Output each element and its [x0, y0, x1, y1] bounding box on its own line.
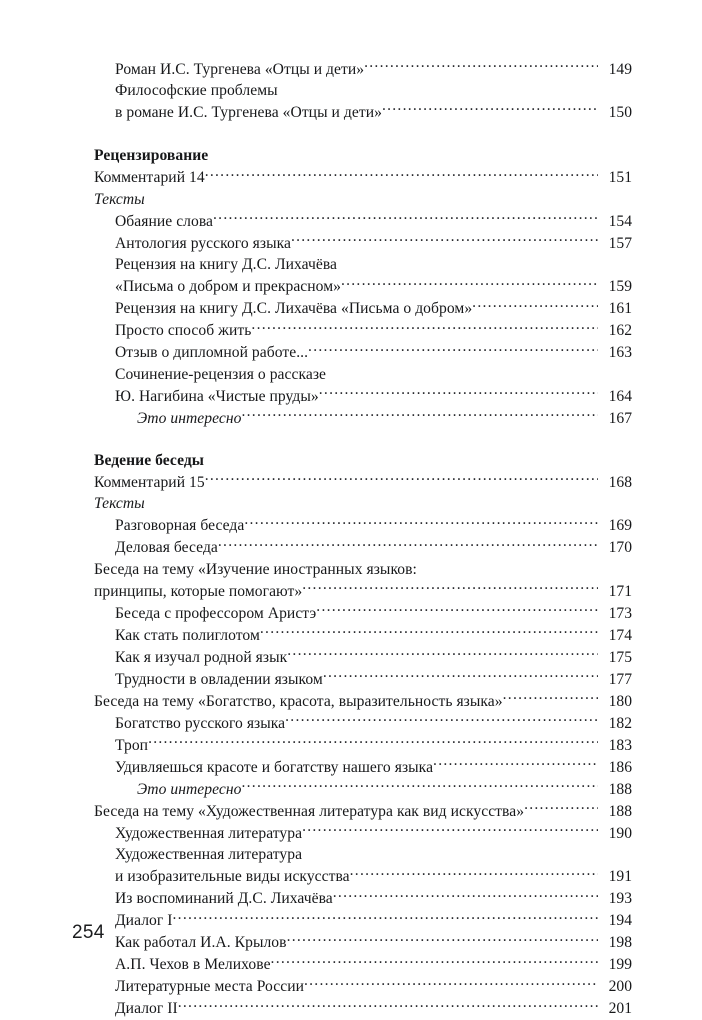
toc-entry-title: Беседа с профессором Аристэ	[115, 604, 317, 622]
toc-entry-page-number: 188	[608, 780, 632, 798]
toc-entry-page-number: 171	[608, 582, 632, 600]
toc-entry-title: Философские проблемы	[115, 82, 278, 99]
toc-entry[interactable]	[115, 998, 632, 1020]
toc-entry-page-number: 154	[608, 212, 632, 230]
toc-entry-title: А.П. Чехов в Мелихове	[115, 956, 271, 974]
toc-entry-page-number: 201	[608, 1000, 632, 1018]
toc-entry-title: Беседа на тему «Изучение иностранных языков:	[94, 560, 417, 578]
toc-entry-page-number: 198	[608, 934, 632, 952]
dot-leader	[244, 515, 598, 531]
toc-entry-title: Как работал И.А. Крылов	[115, 934, 287, 952]
toc-entry-page-number: 167	[608, 409, 632, 427]
toc-entry-page-number: 182	[608, 714, 632, 732]
toc-entry-title: Антология русского языка	[115, 234, 291, 252]
toc-entry-page-number: 191	[608, 868, 632, 886]
dot-leader	[291, 232, 598, 248]
toc-entry-title: Отзыв о дипломной работе...	[115, 344, 309, 362]
toc-entry[interactable]	[94, 167, 632, 189]
toc-entry-title: Ведение беседы	[94, 452, 205, 470]
dot-leader	[218, 537, 598, 553]
toc-entry[interactable]	[94, 800, 632, 822]
toc-entry-title: Богатство русского языка	[115, 714, 286, 732]
toc-entry[interactable]	[137, 407, 632, 429]
toc-entry-page-number: 188	[608, 802, 632, 820]
toc-entry-continuation	[94, 559, 632, 580]
table-of-contents	[94, 58, 632, 1020]
toc-entry-title: Обаяние слова	[115, 212, 214, 230]
page-folio-number: 254	[72, 922, 105, 943]
toc-entry-title: Троп	[115, 736, 149, 754]
dot-leader	[285, 712, 598, 728]
toc-entry-title: Ю. Нагибина «Чистые пруды»	[115, 387, 319, 405]
toc-entry-title: Тексты	[94, 190, 145, 208]
toc-entry-title: принципы, которые помогают»	[94, 582, 303, 600]
toc-entry-title: Беседа на тему «Богатство, красота, выразительность языка»	[94, 692, 503, 710]
toc-group	[94, 58, 632, 123]
toc-entry-continuation	[115, 844, 632, 865]
toc-entry-continuation	[115, 364, 632, 385]
toc-entry-continuation	[115, 254, 632, 275]
dot-leader	[364, 58, 598, 74]
toc-entry-page-number: 173	[608, 604, 632, 622]
dot-leader	[472, 298, 598, 314]
dot-leader	[148, 734, 598, 750]
toc-entry-page-number: 170	[608, 539, 632, 557]
toc-entry[interactable]	[115, 954, 632, 976]
dot-leader	[341, 276, 598, 292]
dot-leader	[323, 668, 598, 684]
toc-entry-title: Комментарий 14	[94, 169, 205, 187]
toc-entry-page-number: 200	[608, 978, 632, 996]
dot-leader	[287, 646, 598, 662]
toc-entry-title: Литературные места России	[115, 978, 304, 996]
toc-entry[interactable]	[115, 734, 632, 756]
toc-entry-page-number: 151	[608, 169, 632, 187]
toc-entry-page-number: 174	[608, 626, 632, 644]
dot-leader	[205, 471, 598, 487]
dot-leader	[242, 778, 599, 794]
toc-entry[interactable]	[115, 232, 632, 254]
dot-leader	[271, 954, 598, 970]
toc-entry-title: Рецензирование	[94, 147, 209, 165]
toc-entry[interactable]	[115, 668, 632, 690]
toc-entry[interactable]	[115, 822, 632, 844]
toc-entry-title: «Письма о добром и прекрасном»	[115, 278, 341, 296]
toc-entry-title: Просто способ жить	[115, 322, 252, 340]
dot-leader	[350, 866, 598, 882]
toc-entry-title: Деловая беседа	[115, 539, 218, 557]
toc-entry-title: Как я изучал родной язык	[115, 648, 288, 666]
toc-entry[interactable]	[115, 866, 632, 888]
toc-entry[interactable]	[115, 276, 632, 298]
dot-leader	[287, 932, 598, 948]
toc-entry-title: Диалог II	[115, 1000, 178, 1018]
dot-leader	[433, 756, 598, 772]
toc-entry-page-number: 193	[608, 890, 632, 908]
toc-entry[interactable]	[115, 888, 632, 910]
toc-entry[interactable]	[115, 756, 632, 778]
toc-entry-page-number: 161	[608, 300, 632, 318]
toc-entry-page-number: 199	[608, 956, 632, 974]
toc-entry-title: Это интересно	[137, 409, 242, 427]
toc-entry-page-number: 163	[608, 344, 632, 362]
toc-entry-page-number: 194	[608, 912, 632, 930]
dot-leader	[308, 342, 598, 358]
toc-entry[interactable]	[115, 298, 632, 320]
toc-entry[interactable]	[115, 602, 632, 624]
dot-leader	[503, 690, 598, 706]
toc-entry-title: Роман И.С. Тургенева «Отцы и дети»	[115, 60, 365, 78]
toc-group	[94, 145, 632, 429]
toc-entry[interactable]	[115, 537, 632, 559]
toc-entry-page-number: 186	[608, 758, 632, 776]
toc-entry[interactable]	[115, 210, 632, 232]
dot-leader	[333, 888, 598, 904]
toc-entry-continuation	[94, 145, 632, 166]
toc-entry[interactable]	[115, 101, 632, 123]
toc-entry-title: Тексты	[94, 495, 145, 513]
toc-entry[interactable]	[115, 342, 632, 364]
toc-entry-page-number: 177	[608, 670, 632, 688]
toc-entry-page-number: 162	[608, 322, 632, 340]
toc-entry-page-number: 169	[608, 517, 632, 535]
toc-entry-continuation	[94, 450, 632, 471]
dot-leader	[251, 320, 598, 336]
dot-leader	[524, 800, 598, 816]
toc-entry-page-number: 183	[608, 736, 632, 754]
toc-entry-continuation	[94, 189, 632, 210]
toc-entry[interactable]	[115, 712, 632, 734]
dot-leader	[302, 822, 598, 838]
dot-leader	[316, 602, 598, 618]
toc-entry-continuation	[94, 493, 632, 514]
toc-entry-title: Художественная литература	[115, 846, 303, 864]
dot-leader	[213, 210, 598, 226]
dot-leader	[173, 910, 598, 926]
toc-entry[interactable]	[94, 580, 632, 602]
toc-entry[interactable]	[94, 471, 632, 493]
toc-entry-title: Удивляешься красоте и богатству нашего языка	[115, 758, 434, 776]
toc-entry-page-number: 175	[608, 648, 632, 666]
toc-entry-title: Как стать полиглотом	[115, 626, 260, 644]
toc-entry[interactable]	[115, 58, 632, 80]
toc-entry[interactable]	[94, 690, 632, 712]
toc-entry-title: и изобразительные виды искусства	[115, 868, 350, 886]
toc-entry-title: Художественная литература	[115, 824, 303, 842]
toc-entry-continuation	[115, 80, 632, 101]
toc-entry[interactable]	[115, 320, 632, 342]
toc-entry[interactable]	[137, 778, 632, 800]
toc-entry[interactable]	[115, 910, 632, 932]
toc-entry-page-number: 180	[608, 692, 632, 710]
toc-entry-page-number: 159	[608, 278, 632, 296]
toc-entry-page-number: 157	[608, 234, 632, 252]
toc-entry-title: Из воспоминаний Д.С. Лихачёва	[115, 890, 333, 908]
toc-entry-title: Комментарий 15	[94, 474, 205, 492]
toc-entry-title: Рецензия на книгу Д.С. Лихачёва	[115, 256, 338, 274]
toc-entry-title: Рецензия на книгу Д.С. Лихачёва «Письма о добром»	[115, 300, 473, 318]
toc-entry-title: Разговорная беседа	[115, 517, 245, 535]
dot-leader	[302, 580, 598, 596]
toc-entry[interactable]	[115, 932, 632, 954]
dot-leader	[382, 101, 598, 117]
toc-entry-title: Это интересно	[137, 780, 242, 798]
dot-leader	[304, 976, 598, 992]
toc-entry[interactable]	[115, 976, 632, 998]
dot-leader	[242, 407, 599, 423]
toc-entry-page-number: 150	[608, 104, 632, 121]
toc-entry-page-number: 149	[608, 60, 632, 78]
toc-entry-page-number: 168	[608, 474, 632, 492]
toc-entry[interactable]	[115, 646, 632, 668]
dot-leader	[205, 167, 598, 183]
toc-entry-title: Беседа на тему «Художественная литература как вид искусства»	[94, 802, 525, 820]
toc-entry-title: Сочинение-рецензия о рассказе	[115, 365, 327, 383]
toc-entry-page-number: 164	[608, 387, 632, 405]
toc-entry-title: Трудности в овладении языком	[115, 670, 323, 688]
toc-entry[interactable]	[115, 385, 632, 407]
toc-group	[94, 450, 632, 1020]
dot-leader	[319, 385, 598, 401]
toc-entry[interactable]	[115, 515, 632, 537]
toc-entry-title: в романе И.С. Тургенева «Отцы и дети»	[115, 104, 382, 121]
dot-leader	[260, 624, 598, 640]
toc-entry-title: Диалог I	[115, 912, 173, 930]
toc-entry[interactable]	[115, 624, 632, 646]
toc-entry-page-number: 190	[608, 824, 632, 842]
